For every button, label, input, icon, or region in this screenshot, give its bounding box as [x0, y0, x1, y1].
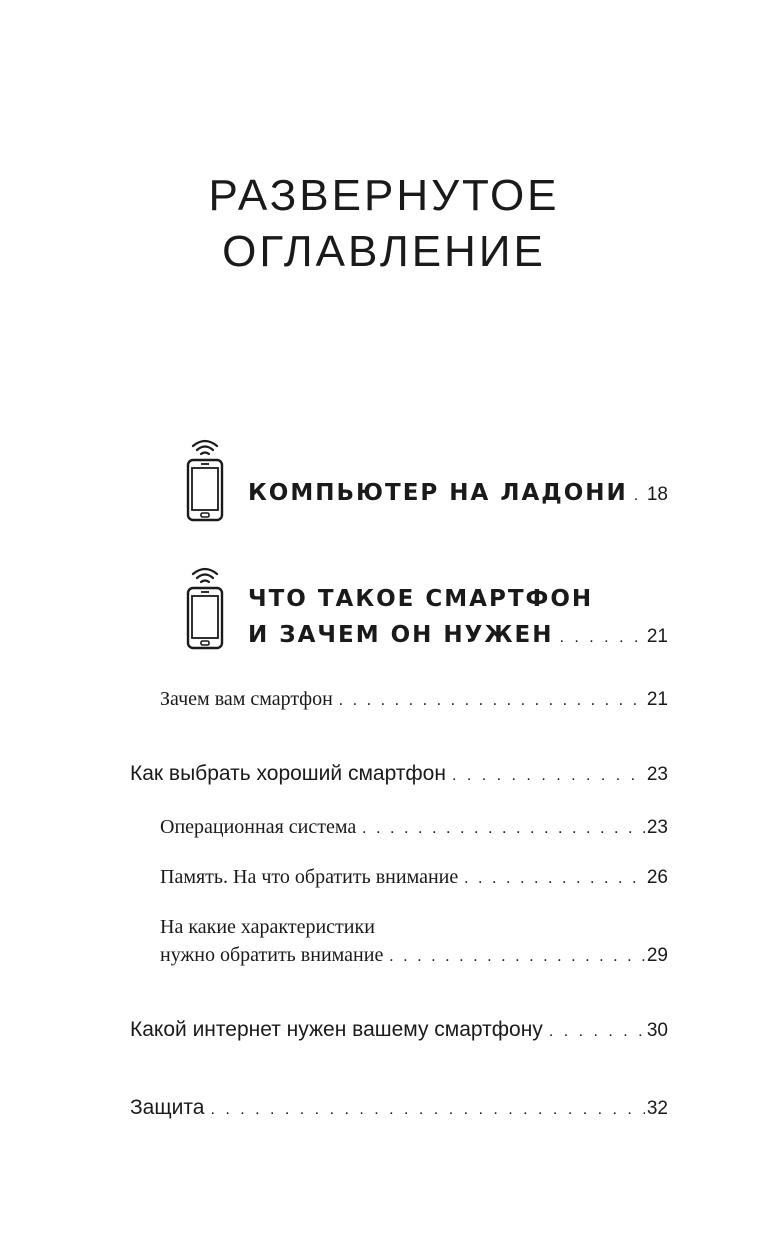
page-number: 23	[646, 764, 668, 785]
page-number: 29	[646, 945, 668, 966]
dot-leader	[210, 1101, 644, 1119]
toc-section-protection[interactable]	[130, 1096, 668, 1120]
toc-sub-why-smartphone[interactable]	[160, 688, 668, 711]
smartphone-signal-icon	[184, 438, 226, 522]
page-number: 21	[646, 689, 668, 710]
chapter-title-line-1: ЧТО ТАКОЕ СМАРТФОН	[248, 586, 594, 612]
page-number: 30	[646, 1020, 668, 1041]
dot-leader	[464, 870, 645, 888]
page-title-line-1: РАЗВЕРНУТОЕ	[208, 171, 560, 220]
page-number: 32	[646, 1098, 668, 1119]
dot-leader	[549, 1023, 645, 1041]
page-number: 23	[646, 817, 668, 838]
page-title	[0, 168, 768, 280]
dot-leader	[362, 820, 645, 838]
toc-section-choose-smartphone[interactable]	[130, 762, 668, 786]
dot-leader	[452, 767, 645, 785]
dot-leader	[560, 629, 645, 647]
toc-chapter-what-is-smartphone[interactable]	[248, 622, 668, 648]
entry-title: Память. На что обратить внимание	[160, 866, 459, 888]
dot-leader	[339, 692, 645, 710]
entry-title: Защита	[130, 1096, 205, 1119]
entry-title-line-1: На какие характеристики	[160, 916, 375, 938]
page-number: 18	[646, 484, 668, 505]
page-number: 26	[646, 867, 668, 888]
page-number: 21	[646, 626, 668, 647]
page-title-line-2: ОГЛАВЛЕНИЕ	[222, 227, 546, 276]
dot-leader	[389, 948, 645, 966]
chapter-title: КОМПЬЮТЕР НА ЛАДОНИ	[248, 480, 628, 506]
dot-leader	[634, 487, 645, 505]
toc-section-internet[interactable]	[130, 1018, 668, 1042]
chapter-title-line-2: И ЗАЧЕМ ОН НУЖЕН	[248, 622, 554, 648]
entry-title: Какой интернет нужен вашему смартфону	[130, 1018, 543, 1041]
entry-title: Операционная система	[160, 816, 357, 838]
toc-sub-memory[interactable]	[160, 866, 668, 889]
toc-chapter-computer-in-palm[interactable]	[248, 480, 668, 506]
entry-title: Как выбрать хороший смартфон	[130, 762, 446, 785]
toc-sub-operating-system[interactable]	[160, 816, 668, 839]
smartphone-signal-icon	[184, 566, 226, 650]
entry-title-line-2: нужно обратить внимание	[160, 944, 384, 966]
toc-sub-characteristics[interactable]	[160, 944, 668, 967]
entry-title: Зачем вам смартфон	[160, 688, 333, 710]
